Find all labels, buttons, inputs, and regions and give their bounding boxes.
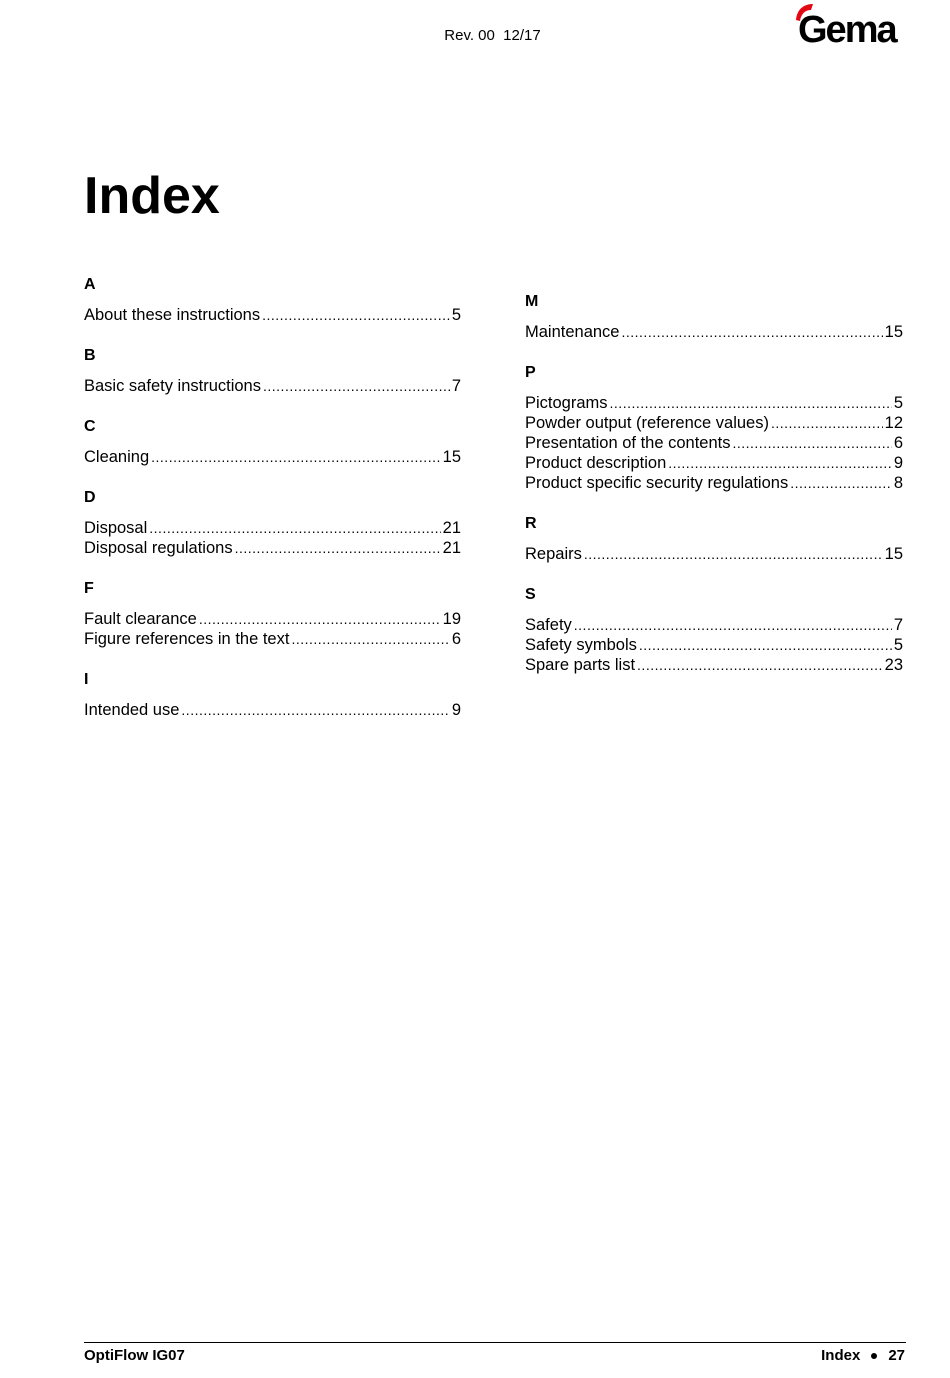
dot-leader <box>621 322 882 342</box>
index-entry-group <box>84 518 461 558</box>
footer-rule <box>84 1342 906 1343</box>
index-entry[interactable] <box>525 635 903 655</box>
index-entry-page: 23 <box>884 656 903 674</box>
index-entry-page: 7 <box>451 377 461 395</box>
index-entry-page: 21 <box>442 539 461 557</box>
dot-leader <box>639 635 892 655</box>
index-entry-group <box>84 447 461 467</box>
index-entry[interactable] <box>525 453 903 473</box>
index-entry-page: 5 <box>893 394 903 412</box>
dot-leader <box>262 305 450 325</box>
dot-leader <box>584 544 883 564</box>
index-entry[interactable] <box>84 305 461 325</box>
index-letter-heading: F <box>84 580 94 597</box>
header-revision: Rev. 00 12/17 <box>444 27 541 44</box>
gema-logo <box>792 2 906 44</box>
index-entry[interactable] <box>84 447 461 467</box>
index-entry[interactable] <box>84 518 461 538</box>
index-entry-label: Product specific security regulations <box>525 474 789 492</box>
index-entry-page: 9 <box>893 454 903 472</box>
index-entry-label: Figure references in the text <box>84 630 290 648</box>
index-entry[interactable] <box>84 700 461 720</box>
footer-page-info <box>821 1347 905 1364</box>
index-entry-label: Safety <box>525 616 572 634</box>
index-entry-page: 15 <box>442 448 461 466</box>
index-entry-group <box>525 615 903 675</box>
dot-leader <box>637 655 883 675</box>
index-entry-label: Pictograms <box>525 394 608 412</box>
index-entry[interactable] <box>525 393 903 413</box>
index-entry-page: 19 <box>442 610 461 628</box>
dot-leader <box>790 473 892 493</box>
index-entry[interactable] <box>84 629 461 649</box>
index-column-left <box>84 275 461 741</box>
dot-leader <box>574 615 892 635</box>
page-title: Index <box>84 167 220 225</box>
bullet-separator-icon <box>871 1353 877 1359</box>
index-letter-heading: S <box>525 586 536 603</box>
index-entry-page: 8 <box>893 474 903 492</box>
index-entry[interactable] <box>525 655 903 675</box>
index-entry-label: Cleaning <box>84 448 150 466</box>
index-entry[interactable] <box>84 538 461 558</box>
index-entry[interactable] <box>84 376 461 396</box>
index-letter-heading: M <box>525 293 539 310</box>
index-entry-page: 5 <box>451 306 461 324</box>
dot-leader <box>199 609 441 629</box>
index-entry-group <box>525 322 903 342</box>
dot-leader <box>732 433 891 453</box>
dot-leader <box>151 447 441 467</box>
index-entry[interactable] <box>525 473 903 493</box>
index-entry-group <box>84 700 461 720</box>
dot-leader <box>291 629 449 649</box>
index-entry-label: About these instructions <box>84 306 261 324</box>
index-entry[interactable] <box>525 413 903 433</box>
index-entry-page: 9 <box>451 701 461 719</box>
index-entry-label: Presentation of the contents <box>525 434 731 452</box>
logo-wordmark: Gema <box>798 9 896 44</box>
dot-leader <box>668 453 892 473</box>
index-entry[interactable] <box>525 544 903 564</box>
index-entry-label: Intended use <box>84 701 180 719</box>
index-entry-group <box>84 376 461 396</box>
index-entry-label: Disposal regulations <box>84 539 233 557</box>
index-column-right <box>525 292 903 696</box>
dot-leader <box>181 700 449 720</box>
index-entry-page: 6 <box>451 630 461 648</box>
index-entry-group <box>84 609 461 649</box>
index-entry-group <box>84 305 461 325</box>
index-entry-label: Fault clearance <box>84 610 197 628</box>
index-entry-page: 15 <box>884 545 903 563</box>
index-letter-heading: I <box>84 671 89 688</box>
index-entry-label: Product description <box>525 454 667 472</box>
index-entry-page: 21 <box>442 519 461 537</box>
index-entry[interactable] <box>525 322 903 342</box>
dot-leader <box>149 518 440 538</box>
index-entry-label: Disposal <box>84 519 148 537</box>
dot-leader <box>263 376 450 396</box>
index-letter-heading: C <box>84 418 96 435</box>
footer-page-number: 27 <box>888 1347 905 1364</box>
index-entry[interactable] <box>84 609 461 629</box>
index-letter-heading: D <box>84 489 96 506</box>
index-entry[interactable] <box>525 433 903 453</box>
index-entry[interactable] <box>525 615 903 635</box>
index-entry-label: Safety symbols <box>525 636 637 654</box>
index-entry-page: 15 <box>884 323 903 341</box>
index-entry-label: Maintenance <box>525 323 620 341</box>
index-entry-label: Spare parts list <box>525 656 636 674</box>
index-entry-group <box>525 393 903 493</box>
index-letter-heading: P <box>525 364 536 381</box>
index-entry-page: 6 <box>893 434 903 452</box>
index-letter-heading: B <box>84 347 96 364</box>
footer-section: Index <box>821 1347 861 1364</box>
index-entry-label: Basic safety instructions <box>84 377 261 395</box>
footer-product: OptiFlow IG07 <box>84 1347 185 1364</box>
index-entry-page: 7 <box>893 616 903 634</box>
index-entry-label: Repairs <box>525 545 582 563</box>
index-letter-heading: A <box>84 276 96 293</box>
index-entry-label: Powder output (reference values) <box>525 414 769 432</box>
index-entry-page: 12 <box>884 414 903 432</box>
dot-leader <box>235 538 441 558</box>
dot-leader <box>771 413 883 433</box>
index-entry-page: 5 <box>893 636 903 654</box>
index-entry-group <box>525 544 903 564</box>
index-letter-heading: R <box>525 515 537 532</box>
dot-leader <box>610 393 892 413</box>
